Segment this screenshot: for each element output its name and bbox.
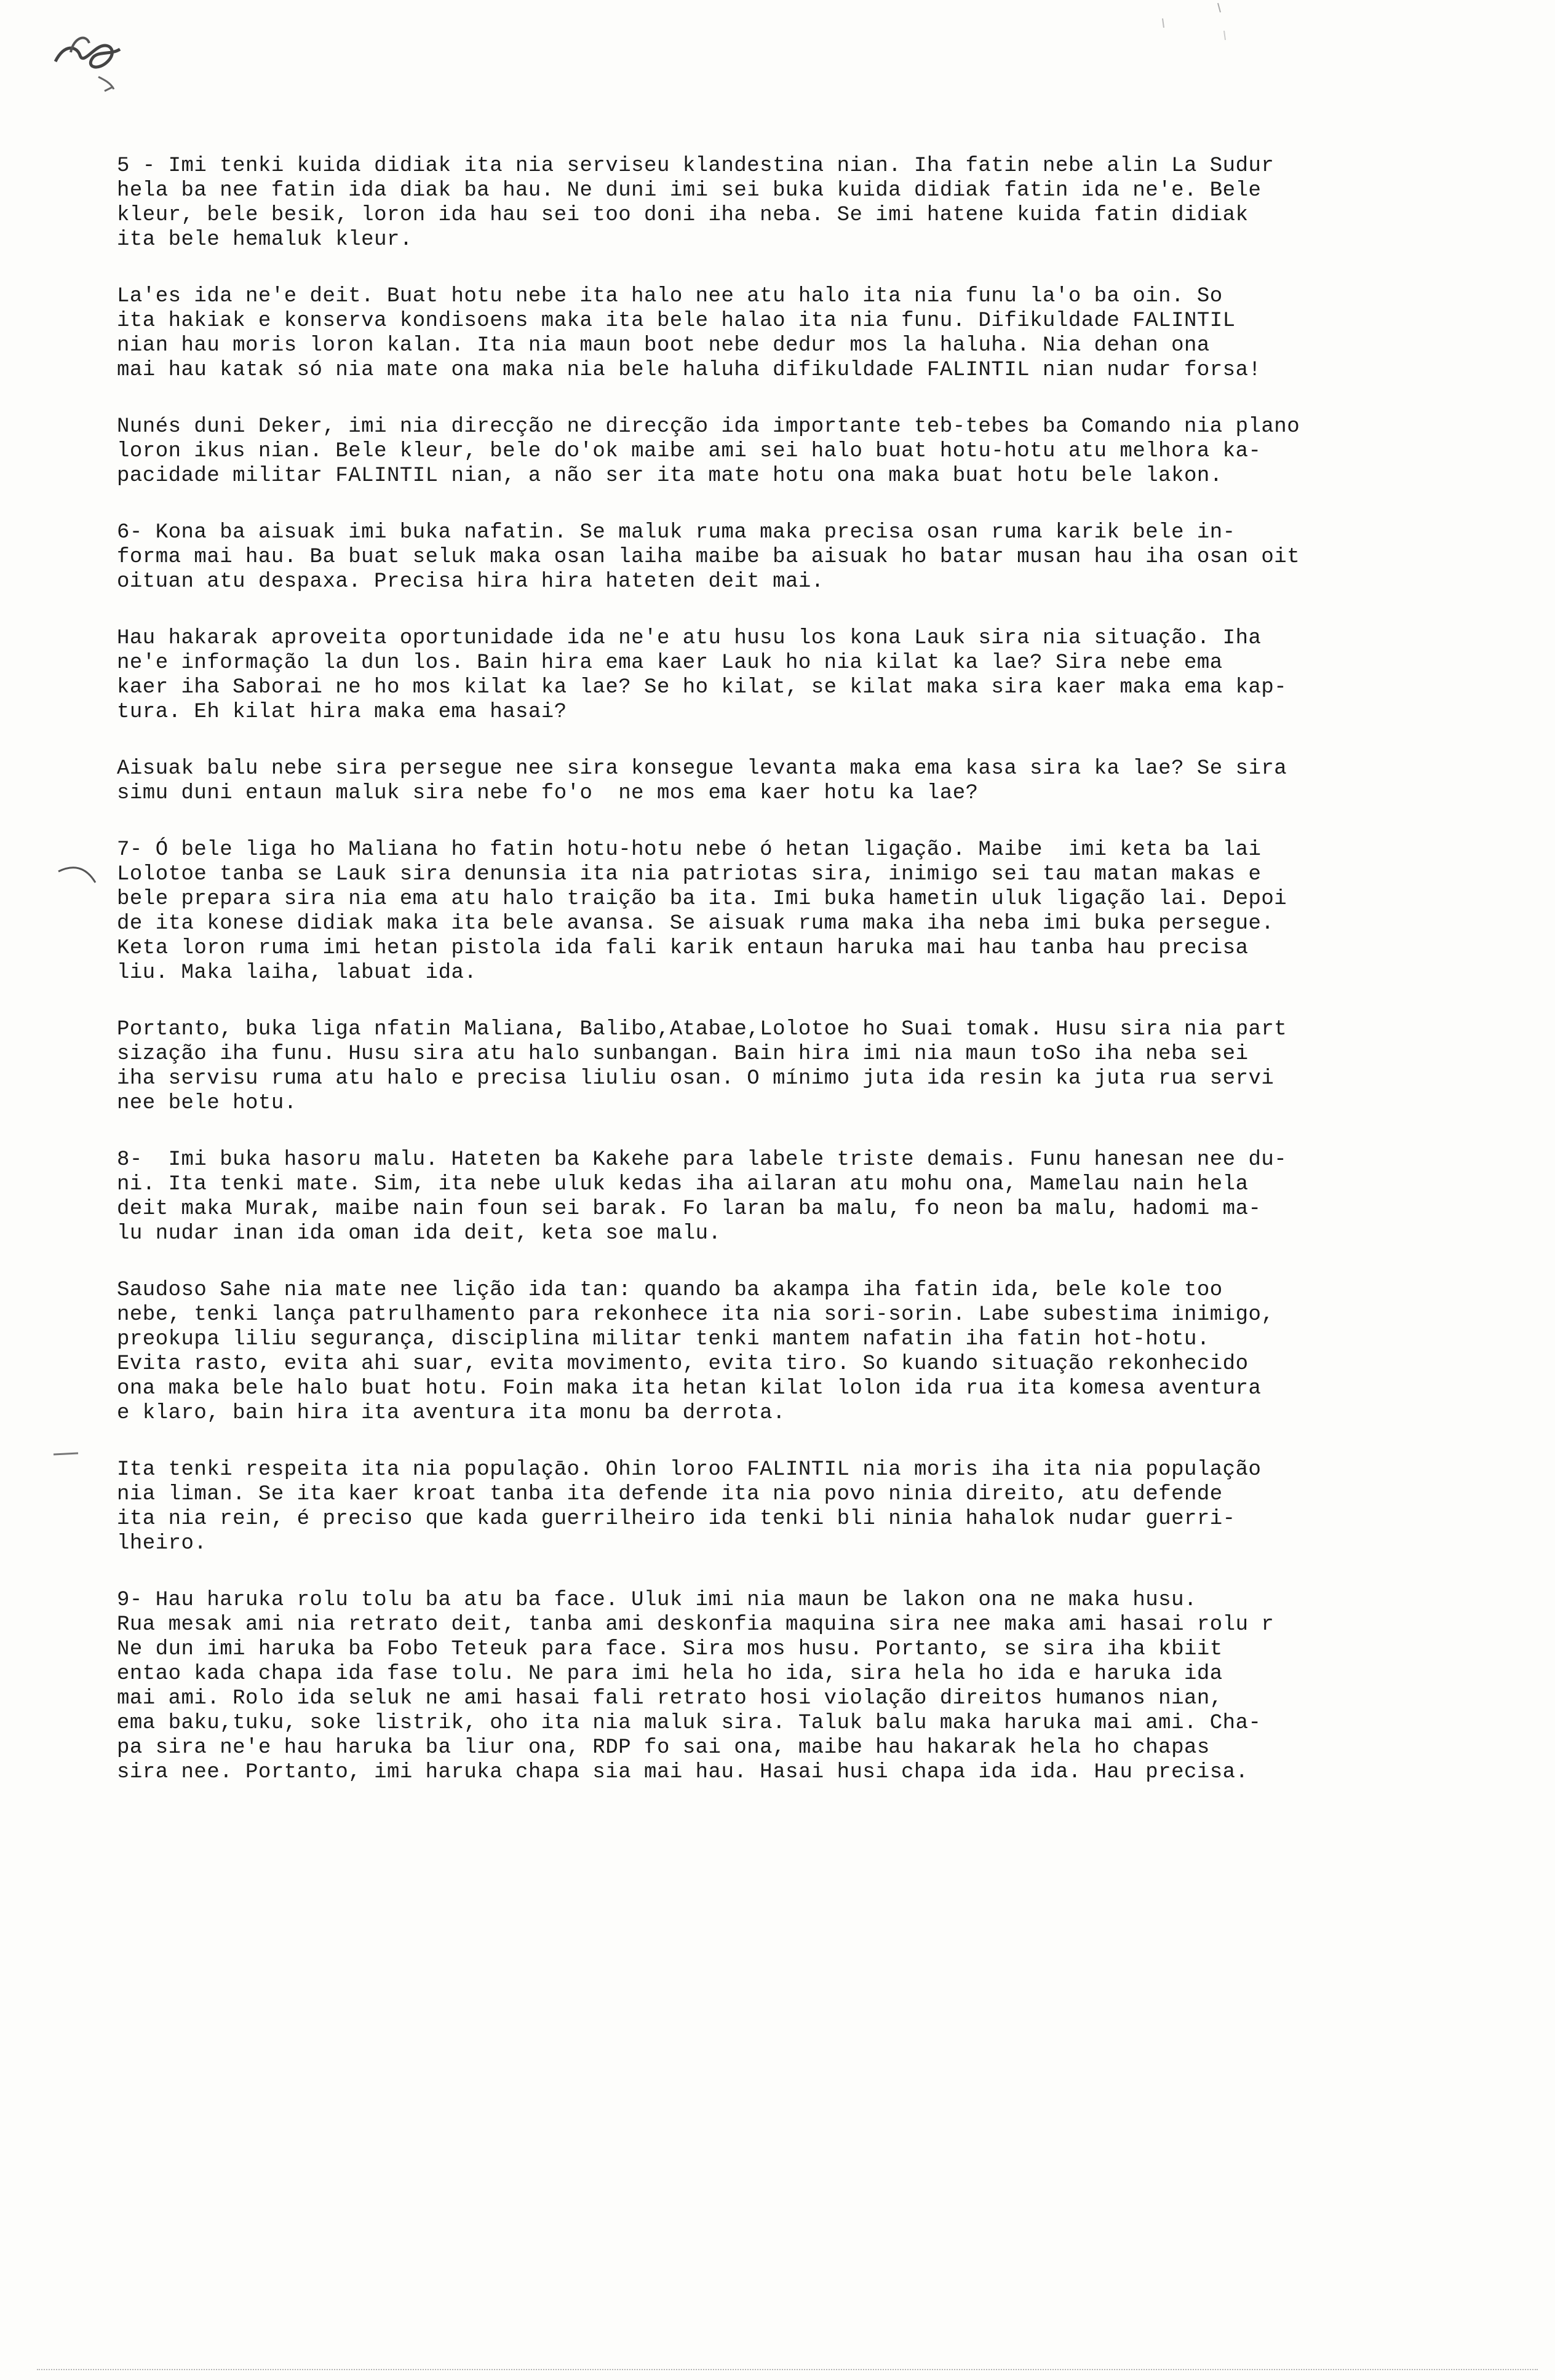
text-line: 9- Hau haruka rolu tolu ba atu ba face. Uluk imi nia maun be lakon ona ne maka husu. [117, 1589, 1197, 1612]
text-line: hela ba nee fatin ida diak ba hau. Ne duni imi sei buka kuida didiak fatin ida ne'e. Bele [117, 179, 1262, 202]
text-line: nian hau moris loron kalan. Ita nia maun boot nebe dedur mos la haluha. Nia dehan ona [117, 334, 1210, 357]
text-line: preokupa liliu segurança, disciplina militar tenki mantem nafatin iha fatin hot-hotu. [117, 1328, 1210, 1351]
text-line: loron ikus nian. Bele kleur, bele do'ok maibe ami sei halo buat hotu-hotu atu melhora ka- [117, 440, 1262, 463]
text-line: Portanto, buka liga nfatin Maliana, Balibo,Atabae,Lolotoe ho Suai tomak. Husu sira nia part [117, 1018, 1287, 1041]
text-line: sira nee. Portanto, imi haruka chapa sia mai hau. Hasai husi chapa ida ida. Hau precisa. [117, 1761, 1249, 1784]
margin-bracket-mark [55, 864, 105, 889]
text-line: Saudoso Sahe nia mate nee lição ida tan: quando ba akampa iha fatin ida, bele kole too [117, 1279, 1223, 1302]
text-line: ita nia rein, é preciso que kada guerrilheiro ida tenki bli ninia hahalok nudar guerri- [117, 1507, 1236, 1531]
corner-tick-marks [1156, 0, 1243, 68]
paragraph [117, 1588, 1544, 1785]
text-line: nebe, tenki lança patrulhamento para rekonhece ita nia sori-sorin. Labe subestima inimigo, [117, 1303, 1275, 1327]
text-line: nee bele hotu. [117, 1092, 297, 1115]
page-bottom-edge [37, 2369, 1538, 2370]
text-line: 8- Imi buka hasoru malu. Hateten ba Kakehe para labele triste demais. Funu hanesan nee du- [117, 1148, 1287, 1172]
paragraph [117, 1017, 1544, 1116]
text-line: La'es ida ne'e deit. Buat hotu nebe ita halo nee atu halo ita nia funu la'o ba oin. So [117, 285, 1223, 308]
text-line: Ne dun imi haruka ba Fobo Teteuk para face. Sira mos husu. Portanto, se sira iha kbiit [117, 1638, 1223, 1661]
text-line: pa sira ne'e hau haruka ba liur ona, RDP fo sai ona, maibe hau hakarak hela ho chapas [117, 1736, 1210, 1759]
text-line: Hau hakarak aproveita oportunidade ida ne'e atu husu los kona Lauk sira nia situação. Iha [117, 627, 1262, 650]
margin-dash-mark [50, 1448, 87, 1461]
text-line: lu nudar inan ida oman ida deit, keta soe malu. [117, 1222, 722, 1245]
text-line: e klaro, bain hira ita aventura ita monu ba derrota. [117, 1402, 785, 1425]
text-line: ema baku,tuku, soke listrik, oho ita nia maluk sira. Taluk balu maka haruka mai ami. Cha- [117, 1712, 1262, 1735]
text-line: sização iha funu. Husu sira atu halo sunbangan. Bain hira imi nia maun toSo iha neba sei [117, 1042, 1249, 1066]
paragraph [117, 1278, 1544, 1426]
text-line: ne'e informação la dun los. Bain hira ema kaer Lauk ho nia kilat ka lae? Sira nebe ema [117, 651, 1223, 675]
text-line: 5 - Imi tenki kuida didiak ita nia serviseu klandestina nian. Iha fatin nebe alin La Sudur [117, 154, 1275, 178]
text-line: mai hau katak só nia mate ona maka nia bele haluha difikuldade FALINTIL nian nudar forsa! [117, 359, 1262, 382]
text-line: deit maka Murak, maibe nain foun sei barak. Fo laran ba malu, fo neon ba malu, hadomi ma- [117, 1197, 1262, 1221]
document-body [117, 154, 1544, 1817]
text-line: forma mai hau. Ba buat seluk maka osan laiha maibe ba aisuak ho batar musan hau iha osan oit [117, 545, 1300, 569]
text-line: ita hakiak e konserva kondisoens maka ita bele halao ita nia funu. Difikuldade FALINTIL [117, 309, 1236, 333]
text-line: Ita tenki respeita ita nia populaçāo. Ohin loroo FALINTIL nia moris iha ita nia população [117, 1458, 1262, 1482]
text-line: ona maka bele halo buat hotu. Foin maka ita hetan kilat lolon ida rua ita komesa aventura [117, 1377, 1262, 1400]
text-line: Keta loron ruma imi hetan pistola ida fali karik entaun haruka mai hau tanba hau precisa [117, 937, 1249, 960]
text-line: bele prepara sira nia ema atu halo traição ba ita. Imi buka hametin uluk ligação lai. Depoi [117, 887, 1287, 911]
text-line: Rua mesak ami nia retrato deit, tanba ami deskonfia maquina sira nee maka ami hasai rolu r [117, 1613, 1275, 1636]
text-line: kaer iha Saborai ne ho mos kilat ka lae? Se ho kilat, se kilat maka sira kaer maka ema kap- [117, 676, 1287, 699]
paragraph [117, 284, 1544, 383]
text-line: Aisuak balu nebe sira persegue nee sira konsegue levanta maka ema kasa sira ka lae? Se sira [117, 757, 1287, 780]
paragraph [117, 756, 1544, 806]
paragraph [117, 520, 1544, 594]
text-line: ni. Ita tenki mate. Sim, ita nebe uluk kedas iha ailaran atu mohu ona, Mamelau nain hela [117, 1173, 1249, 1196]
text-line: nia liman. Se ita kaer kroat tanba ita defende ita nia povo ninia direito, atu defende [117, 1483, 1223, 1506]
text-line: kleur, bele besik, loron ida hau sei too doni iha neba. Se imi hatene kuida fatin didiak [117, 204, 1249, 227]
paragraph [117, 1148, 1544, 1246]
text-line: oituan atu despaxa. Precisa hira hira hateten deit mai. [117, 570, 824, 593]
paragraph [117, 626, 1544, 724]
text-line: lheiro. [117, 1532, 207, 1555]
text-line: ita bele hemaluk kleur. [117, 228, 413, 252]
text-line: iha servisu ruma atu halo e precisa liuliu osan. O mínimo juta ida resin ka juta rua servi [117, 1067, 1275, 1090]
text-line: liu. Maka laiha, labuat ida. [117, 961, 477, 985]
text-line: entao kada chapa ida fase tolu. Ne para imi hela ho ida, sira hela ho ida e haruka ida [117, 1662, 1223, 1686]
text-line: Nunés duni Deker, imi nia direcção ne direcção ida importante teb-tebes ba Comando nia plano [117, 415, 1300, 438]
text-line: 7- Ó bele liga ho Maliana ho fatin hotu-hotu nebe ó hetan ligação. Maibe imi keta ba lai [117, 838, 1262, 862]
text-line: Lolotoe tanba se Lauk sira denunsia ita nia patriotas sira, inimigo sei tau matan makas e [117, 863, 1262, 886]
text-line: tura. Eh kilat hira maka ema hasai? [117, 700, 567, 724]
paragraph [117, 1458, 1544, 1556]
paragraph [117, 415, 1544, 488]
text-line: pacidade militar FALINTIL nian, a não ser ita mate hotu ona maka buat hotu bele lakon. [117, 464, 1223, 488]
handwritten-scribble-mark [43, 18, 141, 105]
text-line: 6- Kona ba aisuak imi buka nafatin. Se maluk ruma maka precisa osan ruma karik bele in- [117, 521, 1236, 544]
text-line: mai ami. Rolo ida seluk ne ami hasai fali retrato hosi violação direitos humanos nian, [117, 1687, 1223, 1710]
text-line: simu duni entaun maluk sira nebe fo'o ne mos ema kaer hotu ka lae? [117, 782, 979, 805]
text-line: de ita konese didiak maka ita bele avansa. Se aisuak ruma maka iha neba imi buka persegue. [117, 912, 1275, 935]
paragraph [117, 838, 1544, 985]
paragraph [117, 154, 1544, 252]
text-line: Evita rasto, evita ahi suar, evita movimento, evita tiro. So kuando situação rekonhecido [117, 1352, 1249, 1376]
